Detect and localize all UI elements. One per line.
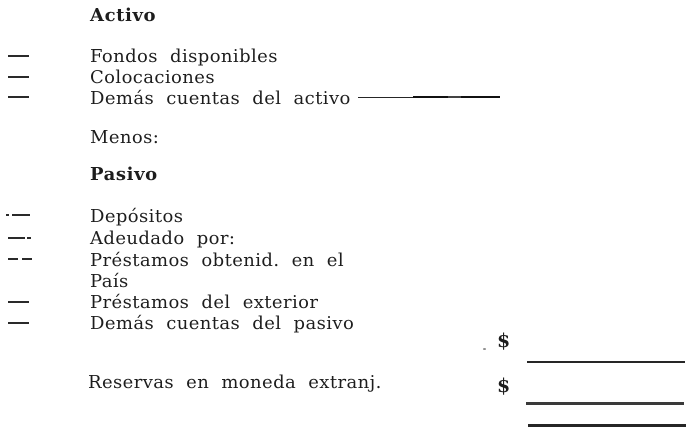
- fill-line-subtotal: [527, 361, 685, 363]
- line-item-demas-cuentas-activo: Demás cuentas del activo: [90, 88, 351, 109]
- currency-sign-subtotal: $: [497, 330, 511, 352]
- ink-speck: [483, 348, 486, 350]
- margin-dash: [8, 76, 29, 78]
- line-item-depositos: Depósitos: [90, 206, 184, 227]
- line-item-demas-cuentas-pasivo: Demás cuentas del pasivo: [90, 313, 355, 334]
- margin-dash: [8, 96, 29, 98]
- line-item-reservas-moneda-extranjera: Reservas en moneda extranj.: [88, 372, 382, 393]
- margin-dash: [8, 55, 29, 57]
- line-item-prestamos-exterior: Préstamos del exterior: [90, 292, 319, 313]
- margin-dash: [6, 214, 30, 216]
- margin-dash: [8, 301, 29, 303]
- margin-dash: [8, 322, 29, 324]
- margin-dash: [8, 237, 31, 239]
- currency-sign-reserves: $: [497, 375, 511, 397]
- margin-dash: [8, 258, 32, 260]
- line-item-colocaciones: Colocaciones: [90, 67, 215, 88]
- fill-line-reserves: [526, 402, 684, 405]
- menos-label: Menos:: [90, 127, 160, 148]
- section-heading-pasivo: Pasivo: [90, 164, 158, 185]
- fill-line-activo-amount-overlay: [413, 96, 500, 98]
- section-heading-activo: Activo: [90, 5, 157, 26]
- line-item-fondos-disponibles: Fondos disponibles: [90, 46, 278, 67]
- line-item-adeudado-por: Adeudado por:: [90, 228, 236, 249]
- fill-line-total: [528, 424, 686, 427]
- line-item-pais: País: [90, 271, 129, 292]
- line-item-prestamos-obtenidos: Préstamos obtenid. en el: [90, 250, 344, 271]
